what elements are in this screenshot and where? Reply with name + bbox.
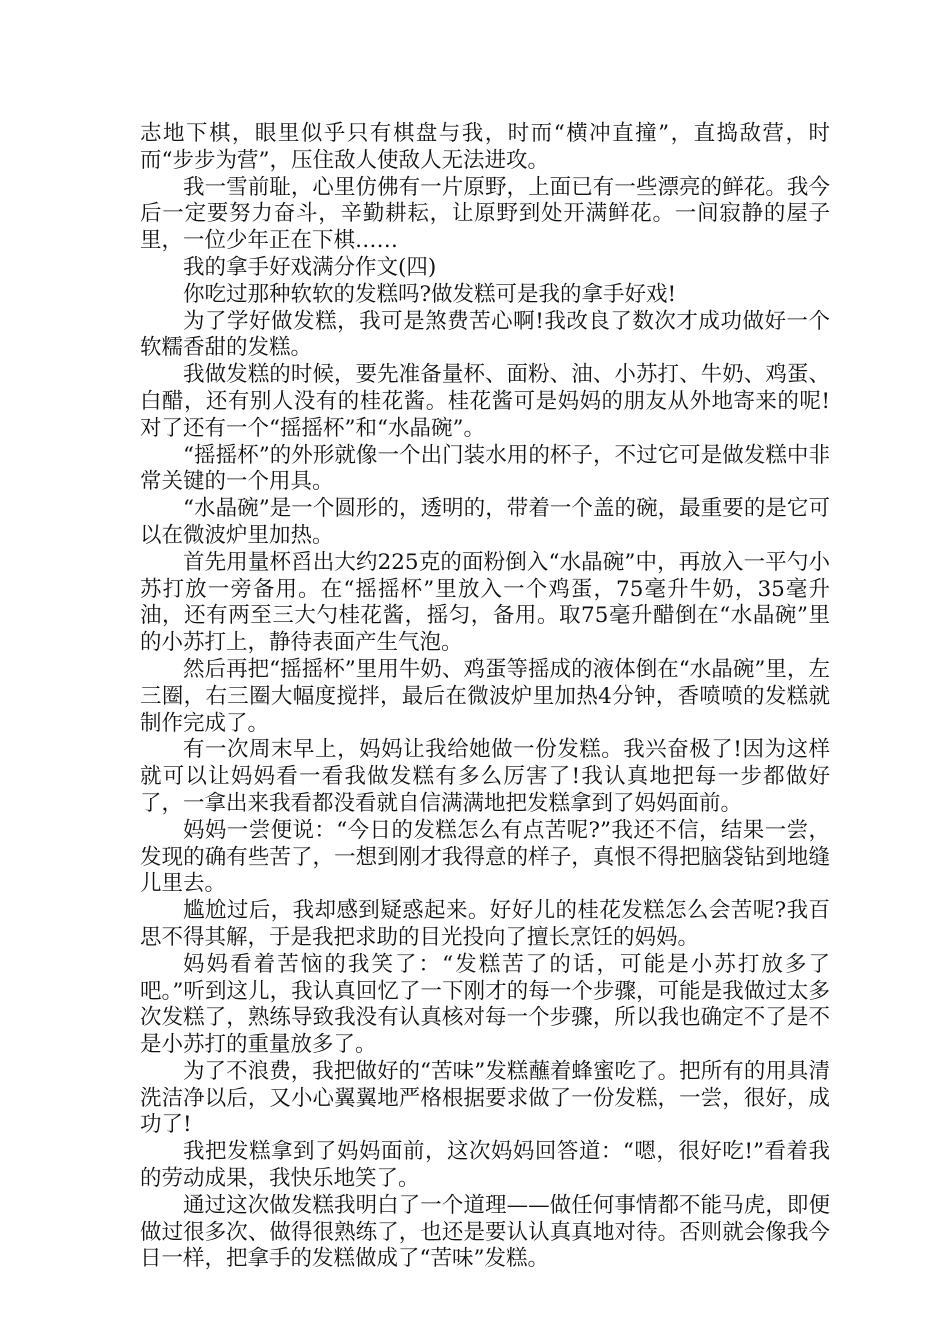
paragraph-13: 尴尬过后，我却感到疑惑起来。好好儿的桂花发糕怎么会苦呢?我百思不得其解，于是我把求助的目光投向了擅长烹饪的妈妈。: [140, 898, 830, 950]
paragraph-17: 通过这次做发糕我明白了一个道理——做任何事情都不能马虎，即便做过很多次、做得很熟练了，也还是要认认真真地对待。否则就会像我今日一样，把拿手的发糕做成了“苦味”发糕。: [140, 1192, 830, 1272]
paragraph-15: 为了不浪费，我把做好的“苦味”发糕蘸着蜂蜜吃了。把所有的用具清洗洁净以后，又小心翼翼地严格根据要求做了一份发糕，一尝，很好，成功了!: [140, 1058, 830, 1138]
paragraph-12: 妈妈一尝便说：“今日的发糕怎么有点苦呢?”我还不信，结果一尝，发现的确有些苦了，一想到刚才我得意的样子，真恨不得把脑袋钻到地缝儿里去。: [140, 817, 830, 897]
paragraph-1: 志地下棋，眼里似乎只有棋盘与我，时而“横冲直撞”，直捣敌营，时而“步步为营”，压住敌人使敌人无法进攻。: [140, 121, 830, 173]
paragraph-10: 然后再把“摇摇杯”里用牛奶、鸡蛋等摇成的液体倒在“水晶碗”里，左三圈，右三圈大幅度搅拌，最后在微波炉里加热4分钟，香喷喷的发糕就制作完成了。: [140, 656, 830, 736]
paragraph-14: 妈妈看着苦恼的我笑了：“发糕苦了的话，可能是小苏打放多了吧。”听到这儿，我认真回忆了一下刚才的每一个步骤，可能是我做过太多次发糕了，熟练导致我没有认真核对每一个步骤，所以我也确定不了是不是小苏打的重量放多了。: [140, 951, 830, 1058]
paragraph-16: 我把发糕拿到了妈妈面前，这次妈妈回答道：“嗯，很好吃!”看着我的劳动成果，我快乐地笑了。: [140, 1139, 830, 1192]
document-body: [140, 121, 830, 1273]
paragraph-5: 为了学好做发糕，我可是煞费苦心啊!我改良了数次才成功做好一个软糯香甜的发糕。: [140, 308, 830, 361]
section-title: 我的拿手好戏满分作文(四): [183, 254, 437, 280]
paragraph-9: 首先用量杯舀出大约225克的面粉倒入“水晶碗”中，再放入一平勺小苏打放一旁备用。在“摇摇杯”里放入一个鸡蛋，75毫升牛奶，35毫升油，还有两至三大勺桂花酱，摇匀，备用。取75毫升醋倒在“水晶碗”里的小苏打上，静待表面产生气泡。: [140, 549, 830, 656]
paragraph-4: 你吃过那种软软的发糕吗?做发糕可是我的拿手好戏!: [183, 281, 677, 307]
paragraph-2: 我一雪前耻，心里仿佛有一片原野，上面已有一些漂亮的鲜花。我今后一定要努力奋斗，辛勤耕耘，让原野到处开满鲜花。一间寂静的屋子里，一位少年正在下棋……: [140, 174, 830, 254]
paragraph-7: “摇摇杯”的外形就像一个出门装水用的杯子，不过它可是做发糕中非常关键的一个用具。: [140, 442, 830, 495]
paragraph-6: 我做发糕的时候，要先准备量杯、面粉、油、小苏打、牛奶、鸡蛋、白醋，还有别人没有的桂花酱。桂花酱可是妈妈的朋友从外地寄来的呢!对了还有一个“摇摇杯”和“水晶碗”。: [140, 362, 830, 441]
paragraph-11: 有一次周末早上，妈妈让我给她做一份发糕。我兴奋极了!因为这样就可以让妈妈看一看我做发糕有多么厉害了!我认真地把每一步都做好了，一拿出来我看都没看就自信满满地把发糕拿到了妈妈面前。: [140, 737, 830, 816]
paragraph-8: “水晶碗”是一个圆形的，透明的，带着一个盖的碗，最重要的是它可以在微波炉里加热。: [140, 496, 830, 548]
